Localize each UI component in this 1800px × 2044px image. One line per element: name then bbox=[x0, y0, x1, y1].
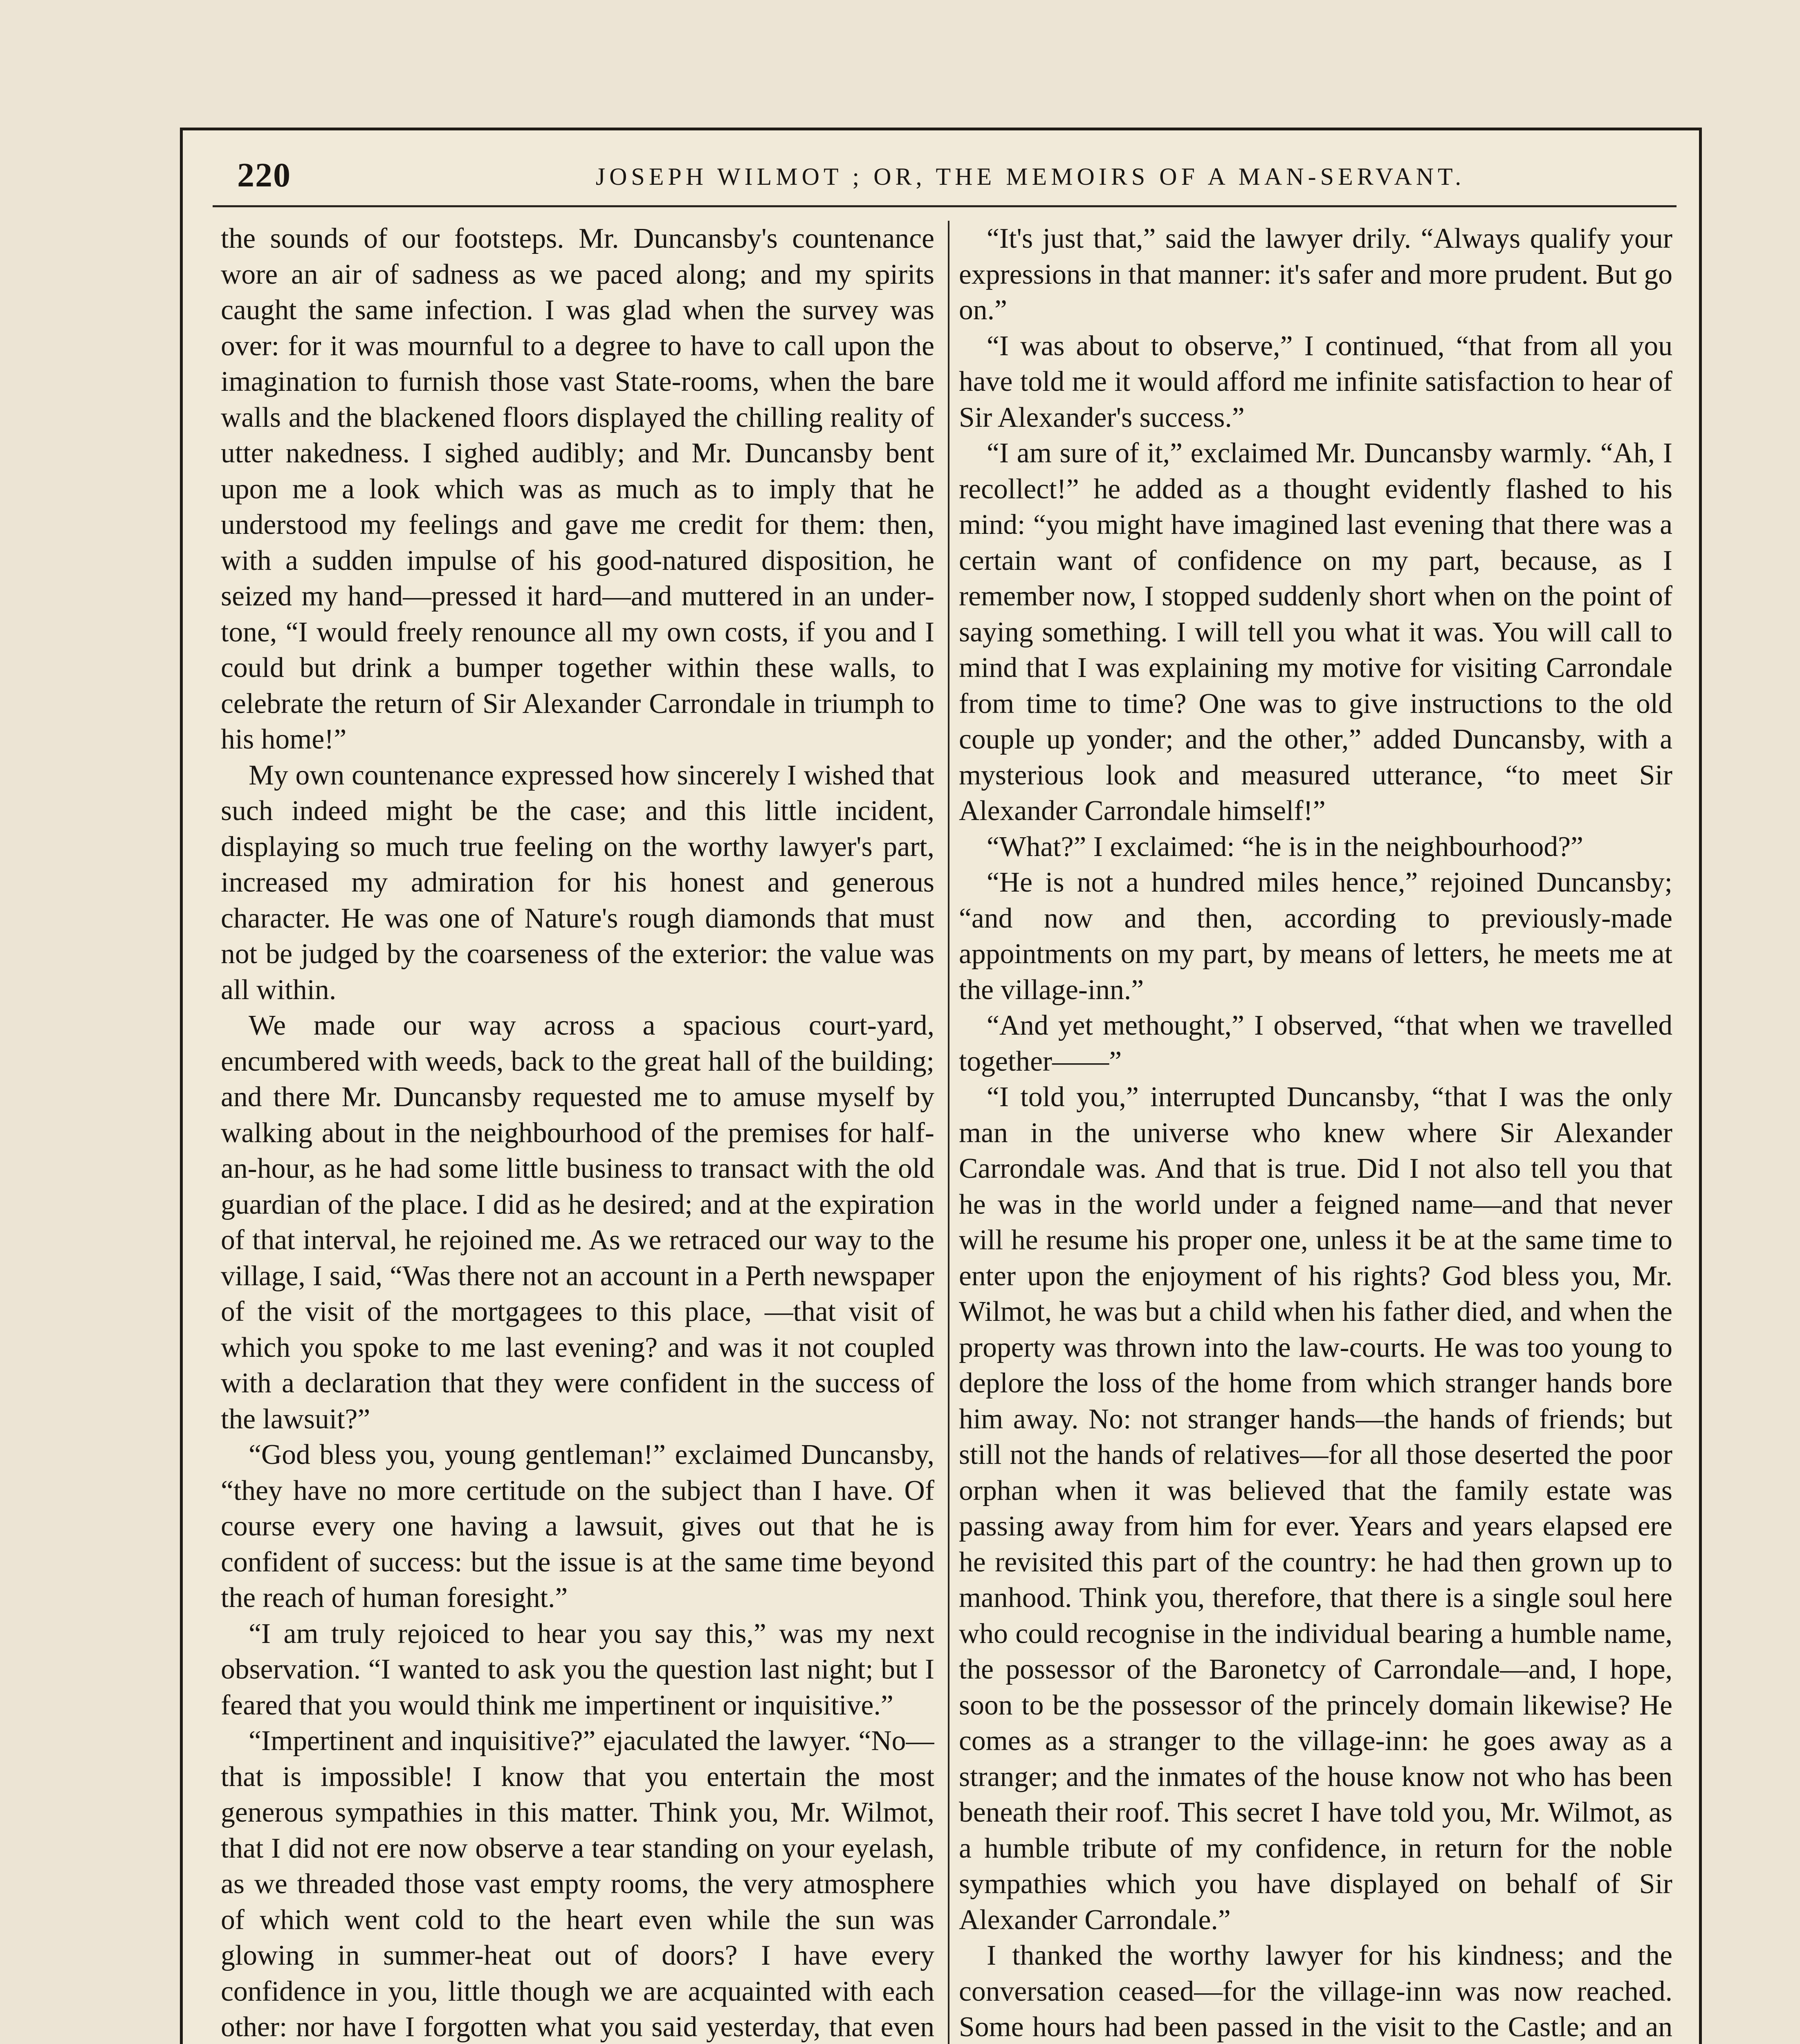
paragraph: “I am truly rejoiced to hear you say this,” was my next observation. “I wanted to ask you the question last night; but I feared that you would think me impertinent or inquisitive.” bbox=[221, 1618, 934, 1721]
running-title: JOSEPH WILMOT ; OR, THE MEMOIRS OF A MAN-SERVANT. bbox=[595, 163, 1466, 190]
paragraph: “Impertinent and inquisitive?” ejaculated the lawyer. “No—that is impossible! I know that you entertain the most generous sympathies in this matter. Think you, Mr. Wilmot, that I did not ere now observe a tear standing on your eyelash, as we threaded those vast empty rooms, the very atmosphere of which went cold to the heart even while the sun was glowing in summer-heat out of doors? I have every confidence in you, little though we are acquainted with each other: nor have I forgotten what you said yesterday, that even bbox=[221, 1725, 934, 2043]
right-column bbox=[959, 221, 1672, 2044]
paragraph: I thanked the worthy lawyer for his kindness; and the conversation ceased—for the village-inn was now reached. Some hours had been passed in the visit to the Castle; and an bbox=[959, 1940, 1672, 2043]
paragraph: “What?” I exclaimed: “he is in the neighbourhood?” bbox=[987, 831, 1583, 863]
paragraph: “It's just that,” said the lawyer drily. “Always qualify your expressions in that manner: it's safer and more prudent. But go on.” bbox=[959, 223, 1672, 326]
header-rule bbox=[213, 205, 1677, 207]
column-divider bbox=[948, 221, 949, 2044]
paragraph: “I told you,” interrupted Duncansby, “that I was the only man in the universe who knew where Sir Alexander Carrondale was. And that is true. Did I not also tell you that he was in the world under a feigned name—and that never will he resume his proper one, unless it be at the same time to enter upon the enjoyment of his rights? God bless you, Mr. Wilmot, he was but a child when his father died, and when the property was thrown into the law-courts. He was too young to deplore the loss of the home from which stranger hands bore him away. No: not stranger hands—the hands of friends; but still not the hands of relatives—for all those deserted the poor orphan when it was believed that the family estate was passing away from him for ever. Years and years elapsed ere he revisited this part of the country: he had then grown up to manhood. Think you, therefore, that there is a single soul here who could recognise in the individual bearing a humble name, the possessor of the Baronetcy of Carrondale—and, I hope, soon to be the possessor of the princely domain likewise? He comes as a stranger to the village-inn: he goes away as a stranger; and the inmates of the house know not who has been beneath their roof. This secret I have told you, Mr. Wilmot, as a humble tribute of my confidence, in return for the noble sympathies which you have displayed on behalf of Sir Alexander Carrondale.” bbox=[959, 1081, 1672, 1936]
page-number: 220 bbox=[237, 156, 291, 194]
paragraph: “I was about to observe,” I continued, “that from all you have told me it would afford me infinite satisfaction to hear of Sir Alexander's success.” bbox=[959, 330, 1672, 433]
paragraph: “And yet methought,” I observed, “that when we travelled together——” bbox=[959, 1010, 1672, 1077]
paragraph: “God bless you, young gentleman!” exclaimed Duncansby, “they have no more certitude on the subject than I have. Of course every one having a lawsuit, gives out that he is confident of success: but the issue is at the same time beyond the reach of human foresight.” bbox=[221, 1439, 934, 1614]
paragraph: My own countenance expressed how sincerely I wished that such indeed might be the case; and this little incident, displaying so much true feeling on the worthy lawyer's part, increased my admiration for his honest and generous character. He was one of Nature's rough diamonds that must not be judged by the coarseness of the exterior: the value was all within. bbox=[221, 759, 934, 1006]
page-header bbox=[229, 155, 1660, 200]
paragraph: “He is not a hundred miles hence,” rejoined Duncansby; “and now and then, according to previously-made appointments on my part, by means of letters, he meets me at the village-inn.” bbox=[959, 867, 1672, 1006]
paragraph: the sounds of our footsteps. Mr. Duncansby's countenance wore an air of sadness as we paced along; and my spirits caught the same infection. I was glad when the survey was over: for it was mournful to a degree to have to call upon the imagination to furnish those vast State-rooms, when the bare walls and the blackened floors displayed the chilling reality of utter nakedness. I sighed audibly; and Mr. Duncansby bent upon me a look which was as much as to imply that he understood my feelings and gave me credit for them: then, with a sudden impulse of his good-natured disposition, he seized my hand—pressed it hard—and muttered in an under-tone, “I would freely renounce all my own costs, if you and I could but drink a bumper together within these walls, to celebrate the return of Sir Alexander Carrondale in triumph to his home!” bbox=[221, 223, 934, 755]
paragraph: We made our way across a spacious court-yard, encumbered with weeds, back to the great hall of the building; and there Mr. Duncansby requested me to amuse myself by walking about in the neighbourhood of the premises for half-an-hour, as he had some little business to transact with the old guardian of the place. I did as he desired; and at the expiration of that interval, he rejoined me. As we retraced our way to the village, I said, “Was there not an account in a Perth newspaper of the visit of the mortgagees to this place, —that visit of which you spoke to me last evening? and was it not coupled with a declaration that they were confident in the success of the lawsuit?” bbox=[221, 1010, 934, 1435]
left-column bbox=[221, 221, 934, 2044]
paragraph: “I am sure of it,” exclaimed Mr. Duncansby warmly. “Ah, I recollect!” he added as a thought evidently flashed to his mind: “you might have imagined last evening that there was a certain want of confidence on my part, because, as I remember now, I stopped suddenly short when on the point of saying something. I will tell you what it was. You will call to mind that I was explaining my motive for visiting Carrondale from time to time? One was to give instructions to the old couple up yonder; and the other,” added Duncansby, with a mysterious look and measured utterance, “to meet Sir Alexander Carrondale himself!” bbox=[959, 437, 1672, 827]
